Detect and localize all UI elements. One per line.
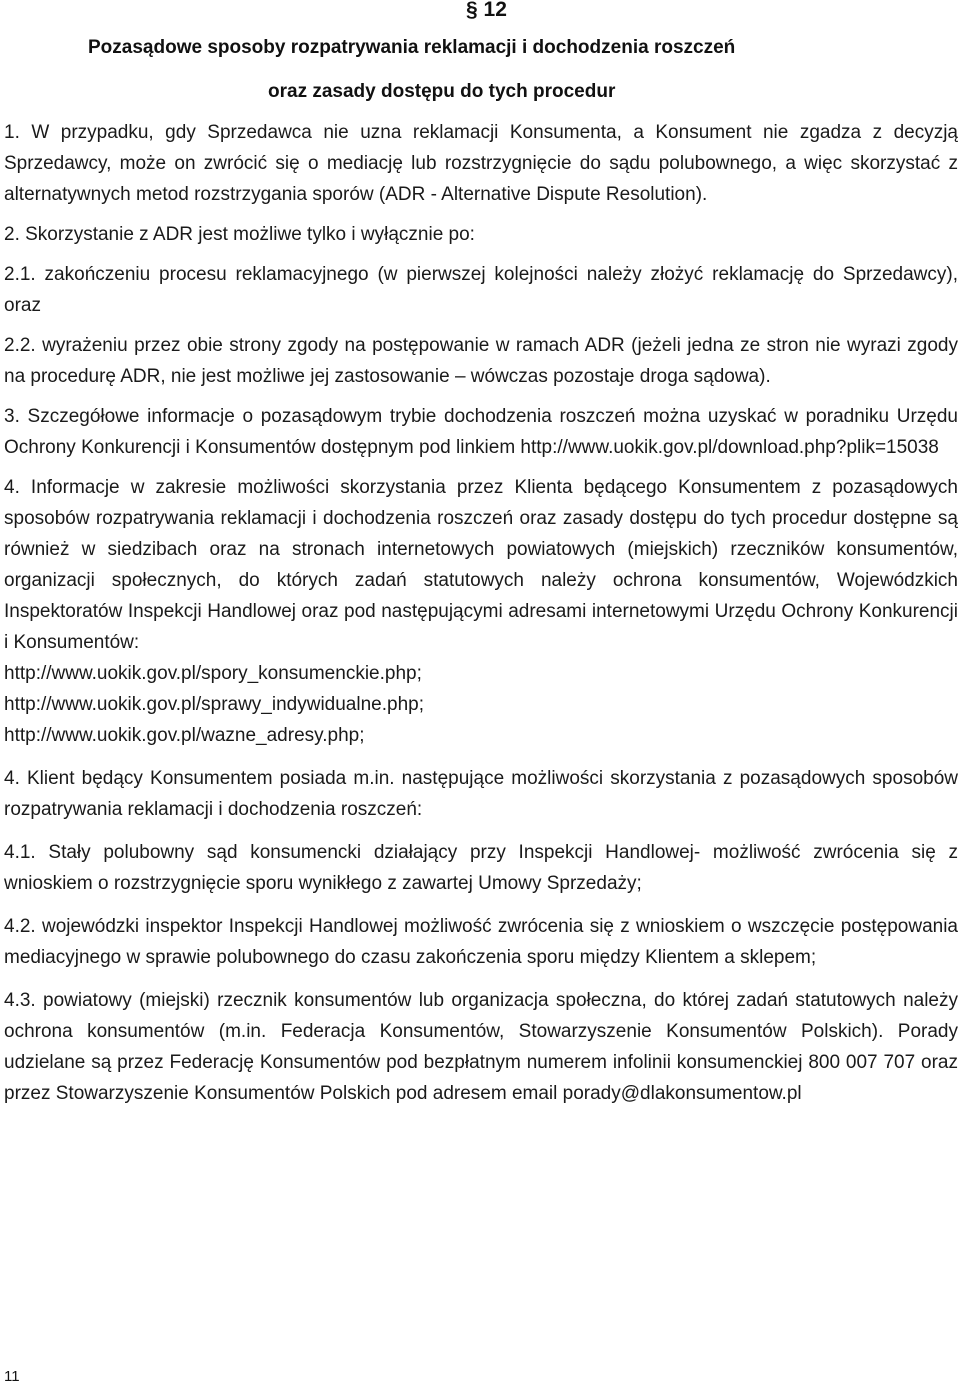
paragraph-4-2: 4.2. wojewódzki inspektor Inspekcji Handlowej możliwość zwrócenia się z wnioskiem o wszczęcie postępowania mediacyjnego w sprawie polubownego do czasu zakończenia sporu między Klientem a sklepem; (4, 916, 958, 968)
link-sprawy-indywidualne[interactable]: http://www.uokik.gov.pl/sprawy_indywidualne.php; (4, 694, 424, 715)
paragraph-4-1: 4.1. Stały polubowny sąd konsumencki działający przy Inspekcji Handlowej- możliwość zwrócenia się z wnioskiem o rozstrzygnięcie sporu wynikłego z zawartej Umowy Sprzedaży; (4, 842, 958, 894)
document-body (4, 117, 958, 1109)
page-number: 11 (4, 1368, 20, 1385)
paragraph-1: 1. W przypadku, gdy Sprzedawca nie uzna reklamacji Konsumenta, a Konsument nie zgadza z decyzją Sprzedawcy, może on zwrócić się o mediację lub rozstrzygnięcie do sądu polubownego, a więc skorzystać z alternatywnych metod rozstrzygania sporów (ADR - Alternative Dispute Resolution). (4, 122, 958, 205)
paragraph-3: 3. Szczegółowe informacje o pozasądowym trybie dochodzenia roszczeń można uzyskać w poradniku Urzędu Ochrony Konkurencji i Konsumentów dostępnym pod linkiem http://www.uokik.gov.pl/download.php?plik=15038 (4, 406, 958, 458)
section-heading-line1: Pozasądowe sposoby rozpatrywania reklamacji i dochodzenia roszczeń (88, 37, 736, 58)
paragraph-2-1: 2.1. zakończeniu procesu reklamacyjnego (w pierwszej kolejności należy złożyć reklamację do Sprzedawcy), oraz (4, 264, 958, 316)
link-spory-konsumenckie[interactable]: http://www.uokik.gov.pl/spory_konsumenckie.php; (4, 663, 422, 684)
paragraph-4-info: 4. Informacje w zakresie możliwości skorzystania przez Klienta będącego Konsumentem z pozasądowych sposobów rozpatrywania reklamacji i dochodzenia roszczeń oraz zasady dostępu do tych procedur dostępne są również w siedzibach oraz na stronach internetowych powiatowych (miejskich) rzeczników konsumentów, organizacji społecznych, do których zadań statutowych należy ochrona konsumentów, Wojewódzkich Inspektoratów Inspekcji Handlowej oraz pod następującymi adresami internetowymi Urzędu Ochrony Konkurencji i Konsumentów: (4, 477, 958, 653)
paragraph-4-3: 4.3. powiatowy (miejski) rzecznik konsumentów lub organizacja społeczna, do której zadań statutowych należy ochrona konsumentów (m.in. Federacja Konsumentów, Stowarzyszenie Konsumentów Polskich). Porady udzielane są przez Federację Konsumentów pod bezpłatnym numerem infolinii konsumenckiej 800 007 707 oraz przez Stowarzyszenie Konsumentów Polskich pod adresem email porady@dlakonsumentow.pl (4, 990, 958, 1104)
paragraph-2-2: 2.2. wyrażeniu przez obie strony zgody na postępowanie w ramach ADR (jeżeli jedna ze stron nie wyrazi zgody na procedurę ADR, nie jest możliwe jej zastosowanie – wówczas pozostaje droga sądowa). (4, 335, 958, 387)
paragraph-2: 2. Skorzystanie z ADR jest możliwe tylko i wyłącznie po: (4, 224, 475, 245)
section-heading-line2: oraz zasady dostępu do tych procedur (268, 81, 616, 102)
paragraph-4-options: 4. Klient będący Konsumentem posiada m.in. następujące możliwości skorzystania z pozasądowych sposobów rozpatrywania reklamacji i dochodzenia roszczeń: (4, 768, 958, 820)
section-number: § 12 (466, 0, 507, 21)
link-wazne-adresy[interactable]: http://www.uokik.gov.pl/wazne_adresy.php; (4, 725, 365, 746)
